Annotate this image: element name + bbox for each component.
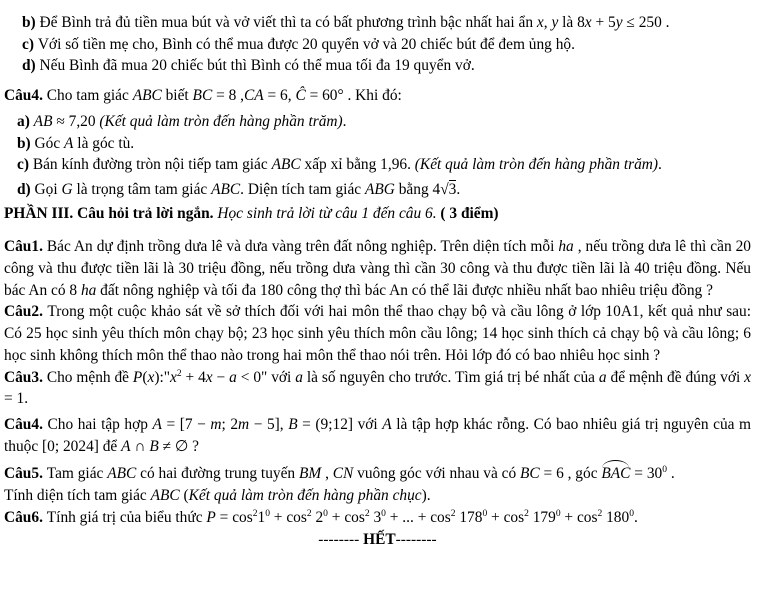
text-run: là góc tù.: [73, 134, 135, 152]
text-run: Để Bình trả đủ tiền mua bút và vở viết thì ta có bất phương trình bậc nhất hai ẩn: [39, 14, 537, 31]
text-run: BC: [520, 465, 540, 483]
text-run: là trọng tâm tam giác: [72, 180, 212, 198]
text-run: = 60°: [305, 87, 344, 105]
text-run: m: [238, 415, 250, 433]
text-run: ≠ ∅ ?: [158, 437, 199, 455]
text-run: + cos: [487, 508, 525, 526]
text-run: CA: [244, 87, 264, 105]
text-run: Bán kính đường tròn nội tiếp tam giác: [32, 156, 272, 174]
text-run: là tập hợp khác rỗng. Có bao nhiêu giá trị nguyên của m thuộc [0; 2024] để: [4, 415, 752, 455]
text-run: a: [295, 368, 303, 386]
text-run: = 6,: [263, 87, 296, 105]
text-run: A: [152, 415, 162, 433]
text-run: d): [22, 57, 40, 75]
p2-q4-d: [4, 179, 751, 201]
text-run: là 8: [558, 14, 585, 31]
text-run: c): [17, 156, 33, 174]
text-run: a: [229, 368, 237, 386]
text-run: Cho tam giác: [46, 87, 133, 105]
text-run: .: [456, 180, 461, 198]
text-run: ABG: [364, 180, 395, 198]
text-run: 0: [555, 507, 561, 519]
p3-q4: [4, 414, 751, 457]
text-run: x: [536, 14, 544, 31]
text-run: + cos: [327, 508, 365, 526]
text-run: (: [142, 368, 148, 386]
text-run: x: [147, 368, 155, 386]
text-run: ; 2: [221, 415, 239, 433]
text-run: = [7 −: [161, 415, 211, 433]
text-run: AB: [33, 112, 53, 130]
text-run: x: [205, 368, 213, 386]
text-run: (Kết quả làm tròn đến hàng phần trăm): [414, 156, 659, 174]
text-run: < 0" với: [236, 368, 296, 386]
text-run: G: [61, 180, 73, 198]
widehat-angle: BAC: [601, 463, 630, 485]
text-run: ,: [543, 14, 552, 31]
text-run: 2: [364, 507, 370, 519]
text-run: + 5: [591, 14, 616, 31]
text-run: CN: [332, 465, 354, 483]
text-run: Kết quả làm tròn đến hàng phần chục: [188, 487, 422, 505]
p3-q5-cont: [4, 485, 751, 507]
text-run: Câu4.: [4, 87, 47, 105]
text-run: − 5],: [249, 415, 289, 433]
text-run: 2: [450, 507, 456, 519]
text-run: 0: [381, 507, 386, 519]
p3-q3: [4, 367, 751, 410]
text-run: Với số tiền mẹ cho, Bình có thể mua được 20 quyển vở và 20 chiếc bút để đem ủng hộ.: [37, 35, 575, 53]
text-run: ABC: [107, 465, 137, 483]
text-run: Câu3.: [4, 368, 47, 386]
text-run: Cho hai tập hợp: [47, 415, 153, 433]
text-run: Câu2.: [4, 303, 48, 321]
text-run: −: [212, 368, 230, 386]
text-run: Tính giá trị của biểu thức: [46, 508, 207, 526]
text-run: ).: [421, 487, 431, 505]
text-run: A: [121, 437, 131, 455]
text-run: = 6 , góc: [539, 465, 602, 483]
text-run: ABC: [211, 180, 241, 198]
p2-item-b: [4, 12, 751, 34]
text-run: A: [64, 134, 74, 152]
text-run: , nếu trồng dưa lê thì cần 20 công và thu được tiền lãi là 30 triệu đồng, nếu trồng dưa vàng thì cần 30 công và thu được tiền lãi là 40 triệu đồng. Nếu bác An có 8: [4, 238, 751, 299]
footer-het: [4, 529, 751, 551]
text-run: Góc: [34, 134, 65, 152]
p3-q2: [4, 301, 751, 366]
text-run: y: [615, 14, 623, 31]
p2-q4-a: [4, 111, 751, 133]
text-run: .: [667, 465, 675, 483]
text-run: Câu1.: [4, 238, 47, 256]
text-run: = 1.: [4, 390, 29, 408]
text-run: .: [633, 508, 638, 526]
text-run: ( 3 điểm): [440, 204, 499, 222]
text-run: 0: [629, 507, 634, 519]
text-run: b): [17, 134, 35, 152]
text-run: x: [744, 368, 751, 386]
text-run: 3: [369, 508, 382, 526]
text-run: x: [584, 14, 592, 31]
text-run: vuông góc với nhau và có: [353, 465, 521, 483]
text-run: x: [170, 368, 177, 386]
text-run: Tam giác: [46, 465, 108, 483]
text-run: 180: [602, 508, 630, 526]
text-run: 178: [455, 508, 483, 526]
text-run: --------: [395, 531, 437, 549]
text-run: 0: [482, 507, 488, 519]
text-run: xấp xỉ bằng 1,96.: [300, 156, 415, 174]
text-run: Bác An dự định trồng dưa lê và dưa vàng trên đất nông nghiệp. Trên diện tích mỗi: [46, 238, 559, 256]
text-run: (: [179, 487, 189, 505]
text-run: c): [22, 35, 38, 53]
text-run: B: [149, 437, 159, 455]
text-run: biết: [161, 87, 193, 105]
text-run: b): [22, 14, 40, 31]
text-run: Câu6.: [4, 508, 47, 526]
text-run: + ... + cos: [385, 508, 451, 526]
text-run: bằng 4: [394, 180, 441, 198]
text-run: Câu4.: [4, 415, 48, 433]
text-run: ≤ 250 .: [622, 14, 670, 31]
text-run: .: [342, 112, 347, 130]
text-run: = cos: [215, 508, 253, 526]
text-run: ha: [80, 281, 97, 299]
text-run: có hai đường trung tuyến: [136, 465, 299, 483]
text-run: để mệnh đề đúng với: [606, 368, 745, 386]
p3-q5: [4, 463, 751, 485]
text-run: là số nguyên cho trước. Tìm giá trị bé nhất của: [302, 368, 599, 386]
text-run: 2: [306, 507, 312, 519]
text-run: (Kết quả làm tròn đến hàng phần trăm): [99, 112, 343, 130]
text-run: 2: [252, 507, 258, 519]
text-run: ABC: [132, 87, 162, 105]
text-run: B: [288, 415, 298, 433]
text-run: + cos: [269, 508, 307, 526]
text-run: Trong một cuộc khảo sát về sở thích đối với hai môn thể thao chạy bộ và cầu lông ở lớp 10A1, kết quả như sau: Có 25 học sinh yêu thích môn chạy bộ; 23 học sinh yêu thích môn cầu lông; 14 học sinh thích cả chạy bộ và cầu lông; 6 học sinh không thích môn thể thao nào trong hai môn thể thao nói trên. Hỏi lớp đó có bao nhiêu học sinh ?: [4, 303, 751, 364]
text-run: 2: [524, 507, 529, 519]
text-run: ≈ 7,20: [52, 112, 100, 130]
text-run: 2: [597, 507, 603, 519]
text-run: √: [440, 180, 449, 198]
text-run: Gọi: [34, 180, 62, 198]
text-run: P: [132, 368, 143, 386]
text-run: 3: [448, 180, 457, 198]
text-run: ∩: [130, 437, 150, 455]
text-run: ABC: [150, 487, 180, 505]
text-run: d): [17, 180, 35, 198]
text-run: PHẦN III. Câu hỏi trả lời ngắn.: [4, 204, 218, 222]
text-run: 2: [311, 508, 324, 526]
p3-q6: [4, 507, 751, 529]
text-run: 1: [257, 508, 266, 526]
text-run: HẾT: [363, 531, 396, 549]
text-run: ,: [321, 465, 333, 483]
p2-item-c: [4, 34, 751, 56]
text-run: ha: [558, 238, 574, 256]
text-run: --------: [318, 531, 364, 549]
text-run: Tính diện tích tam giác: [4, 487, 151, 505]
text-run: m: [210, 415, 222, 433]
text-run: = 8 ,: [212, 87, 244, 105]
text-run: Cho mệnh đề: [46, 368, 133, 386]
text-run: Ĉ: [295, 87, 306, 105]
text-run: + 4: [181, 368, 206, 386]
text-run: 0: [323, 507, 328, 519]
part3-heading: [4, 203, 751, 225]
text-run: = (9;12] với: [297, 415, 383, 433]
p2-q4-b: [4, 133, 751, 155]
text-run: 2: [176, 367, 182, 379]
p2-item-d: [4, 55, 751, 77]
text-run: BM: [298, 465, 322, 483]
text-run: . Khi đó:: [343, 87, 402, 105]
text-run: Học sinh trả lời từ câu 1 đến câu 6.: [217, 204, 441, 222]
text-run: 0: [265, 507, 270, 519]
text-run: P: [206, 508, 216, 526]
p3-q1: [4, 236, 751, 301]
text-run: + cos: [560, 508, 598, 526]
text-run: 179: [528, 508, 556, 526]
text-run: ABC: [271, 156, 301, 174]
p2-q4: [4, 85, 751, 107]
text-run: . Diện tích tam giác: [240, 180, 365, 198]
text-run: 0: [662, 464, 667, 476]
text-run: đất nông nghiệp và tối đa 180 công thợ thì bác An có thể lãi được nhiều nhất bao nhiêu triệu đồng ?: [96, 281, 713, 299]
text-run: y: [551, 14, 559, 31]
text-run: a: [598, 368, 607, 386]
text-run: .: [658, 156, 662, 174]
text-run: BC: [192, 87, 213, 105]
text-run: a): [17, 112, 34, 130]
text-run: A: [382, 415, 392, 433]
text-run: Câu5.: [4, 465, 47, 483]
text-run: Nếu Bình đã mua 20 chiếc bút thì Bình có thể mua tối đa 19 quyển vở.: [39, 57, 475, 75]
p2-q4-c: [4, 154, 751, 176]
text-run: = 30: [630, 465, 663, 483]
text-run: ):": [154, 368, 170, 386]
